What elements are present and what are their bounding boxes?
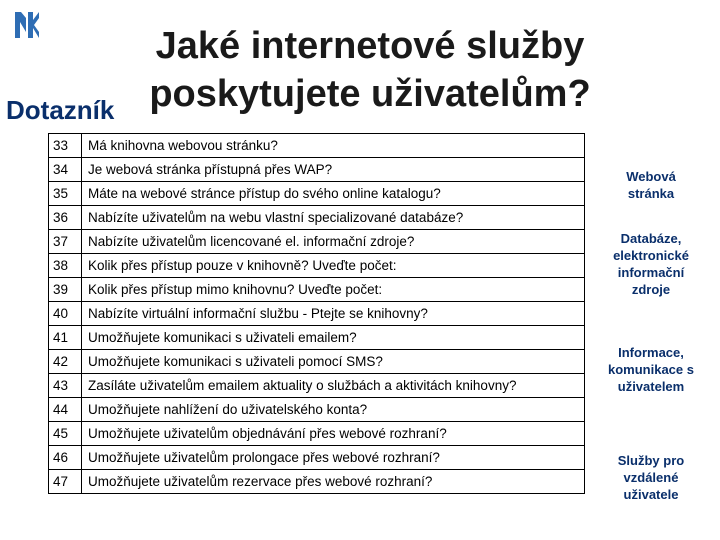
question-text: Kolik přes přístup mimo knihovnu? Uveďte počet: (82, 278, 585, 302)
table-row (49, 254, 585, 278)
question-text: Umožňujete nahlížení do uživatelského konta? (82, 398, 585, 422)
category-communication (585, 344, 717, 395)
question-number: 43 (49, 374, 82, 398)
table-row (49, 182, 585, 206)
question-number: 40 (49, 302, 82, 326)
page-title: Jaké internetové služby poskytujete uživatelům? (149, 25, 591, 115)
question-number: 35 (49, 182, 82, 206)
category-databases (585, 230, 717, 298)
question-number: 39 (49, 278, 82, 302)
question-number: 37 (49, 230, 82, 254)
category-line: Databáze, (620, 231, 682, 246)
question-text: Má knihovna webovou stránku? (82, 134, 585, 158)
question-number: 44 (49, 398, 82, 422)
table-row (49, 206, 585, 230)
question-number: 34 (49, 158, 82, 182)
table-row (49, 470, 585, 494)
question-text: Kolik přes přístup pouze v knihovně? Uveďte počet: (82, 254, 585, 278)
category-line: Služby pro (617, 453, 685, 468)
table-row (49, 278, 585, 302)
page-subtitle: Dotazník (6, 95, 115, 125)
library-logo-icon (12, 8, 42, 42)
question-text: Umožňujete komunikaci s uživateli emailem? (82, 326, 585, 350)
category-web-page (585, 168, 717, 202)
question-number: 41 (49, 326, 82, 350)
question-text: Nabízíte uživatelům na webu vlastní specializované databáze? (82, 206, 585, 230)
category-line: Webová (626, 169, 676, 184)
question-number: 36 (49, 206, 82, 230)
category-line: Informace, (618, 345, 684, 360)
table-row (49, 302, 585, 326)
question-text: Nabízíte uživatelům licencované el. informační zdroje? (82, 230, 585, 254)
question-text: Nabízíte virtuální informační službu - Ptejte se knihovny? (82, 302, 585, 326)
table-row (49, 350, 585, 374)
question-text: Zasíláte uživatelům emailem aktuality o službách a aktivitách knihovny? (82, 374, 585, 398)
question-number: 33 (49, 134, 82, 158)
category-line: stránka (627, 186, 675, 201)
table-row (49, 230, 585, 254)
table-row (49, 446, 585, 470)
question-text: Je webová stránka přístupná přes WAP? (82, 158, 585, 182)
category-line: uživatelem (617, 379, 685, 394)
questions-table (48, 133, 585, 494)
category-line: vzdálené (623, 470, 679, 485)
category-line: uživatele (623, 487, 679, 502)
question-number: 46 (49, 446, 82, 470)
table-row (49, 398, 585, 422)
table-row (49, 422, 585, 446)
category-line: elektronické (613, 248, 689, 263)
question-text: Umožňujete uživatelům objednávání přes webové rozhraní? (82, 422, 585, 446)
question-text: Umožňujete uživatelům prolongace přes webové rozhraní? (82, 446, 585, 470)
question-number: 47 (49, 470, 82, 494)
table-row (49, 374, 585, 398)
question-text: Umožňujete uživatelům rezervace přes webové rozhraní? (82, 470, 585, 494)
category-line: informační (617, 265, 685, 280)
question-number: 38 (49, 254, 82, 278)
table-row (49, 134, 585, 158)
category-line: zdroje (631, 282, 671, 297)
question-number: 45 (49, 422, 82, 446)
question-text: Máte na webové stránce přístup do svého online katalogu? (82, 182, 585, 206)
table-row (49, 326, 585, 350)
category-remote-services (585, 452, 717, 503)
category-line: komunikace s (608, 362, 694, 377)
question-number: 42 (49, 350, 82, 374)
question-text: Umožňujete komunikaci s uživateli pomocí SMS? (82, 350, 585, 374)
table-row (49, 158, 585, 182)
